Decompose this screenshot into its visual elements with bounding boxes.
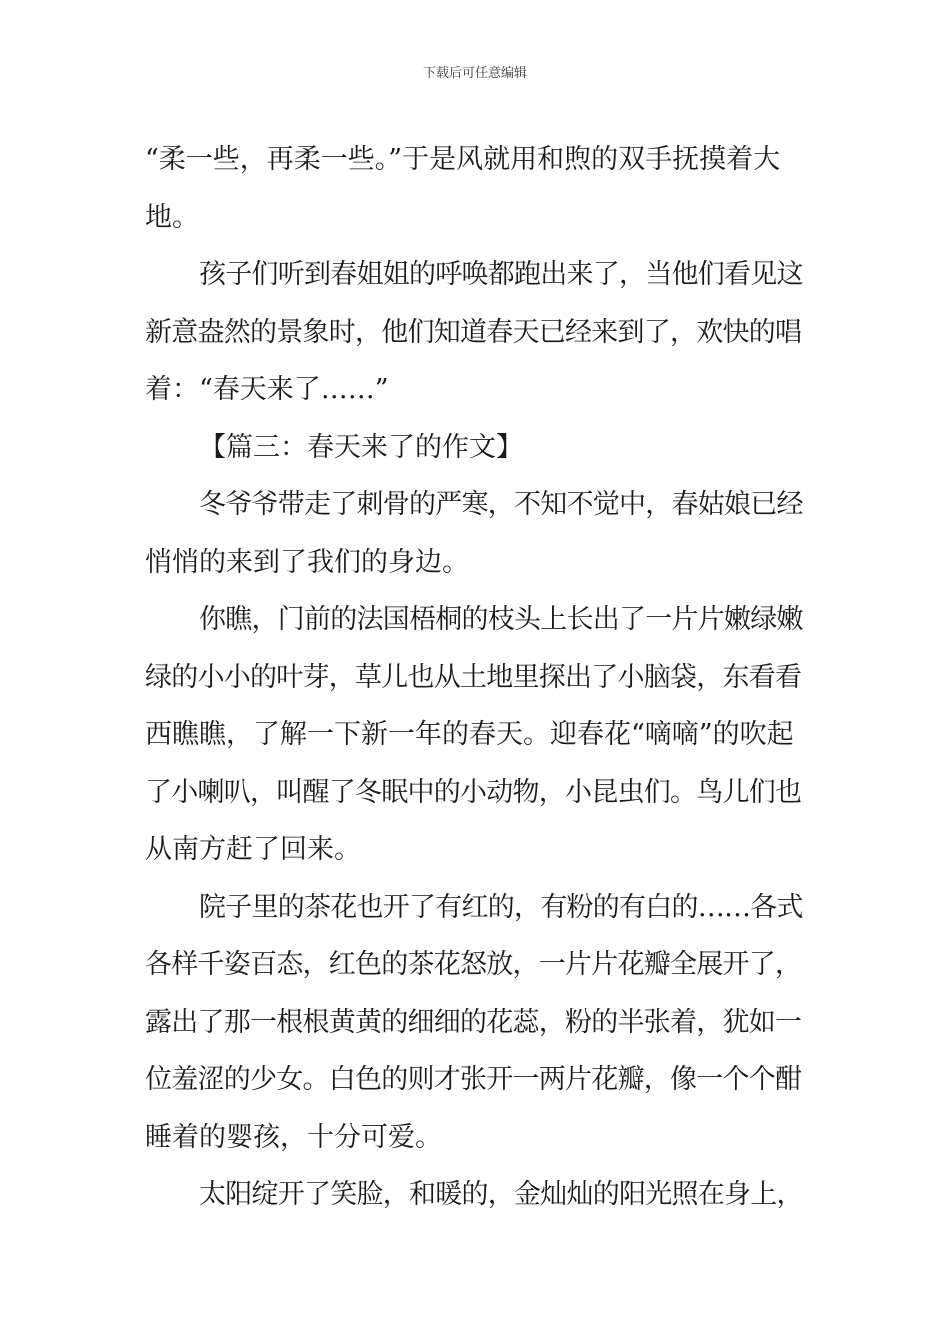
text-line: 着：“春天来了……”	[145, 374, 389, 405]
section-title: 【篇三：春天来了的作文】	[199, 431, 523, 463]
paragraph-1	[145, 131, 807, 246]
document-body	[145, 131, 807, 1224]
text-line: “柔一些，再柔一些。”于是风就用和煦的双手抚摸着大	[145, 144, 781, 175]
paragraph-6	[145, 1166, 807, 1224]
text-line: 西瞧瞧，了解一下新一年的春天。迎春花“嘀嘀”的吹起	[145, 719, 794, 750]
text-line: 露出了那一根根黄黄的细细的花蕊，粉的半张着，犹如一	[145, 1006, 802, 1038]
text-line: 了小喇叭，叫醒了冬眠中的小动物，小昆虫们。鸟儿们也	[145, 776, 802, 808]
paragraph-2	[145, 246, 807, 419]
text-line: 地。	[145, 201, 199, 233]
section-heading	[145, 419, 807, 477]
text-line: 睡着的婴孩，十分可爱。	[145, 1121, 442, 1153]
text-line: 从南方赶了回来。	[145, 834, 361, 865]
paragraph-3	[145, 476, 807, 591]
page-header-note: 下载后可任意编辑	[422, 66, 527, 81]
text-line: 太阳绽开了笑脸，和暖的，金灿灿的阳光照在身上，	[199, 1179, 803, 1210]
text-line: 院子里的茶花也开了有红的，有粉的有白的……各式	[199, 891, 803, 923]
text-line: 各样千姿百态，红色的茶花怒放，一片片花瓣全展开了，	[145, 949, 802, 980]
text-line: 孩子们听到春姐姐的呼唤都跑出来了，当他们看见这	[199, 259, 803, 290]
text-line: 冬爷爷带走了刺骨的严寒，不知不觉中，春姑娘已经	[199, 489, 803, 520]
paragraph-4	[145, 591, 807, 879]
paragraph-5	[145, 879, 807, 1167]
text-line: 绿的小小的叶芽，草儿也从土地里探出了小脑袋，东看看	[145, 661, 802, 693]
text-line: 悄悄的来到了我们的身边。	[145, 546, 469, 578]
text-line: 位羞涩的少女。白色的则才张开一两片花瓣，像一个个酣	[145, 1064, 802, 1095]
text-line: 新意盎然的景象时，他们知道春天已经来到了，欢快的唱	[145, 316, 802, 348]
text-line: 你瞧，门前的法国梧桐的枝头上长出了一片片嫩绿嫩	[199, 604, 803, 635]
